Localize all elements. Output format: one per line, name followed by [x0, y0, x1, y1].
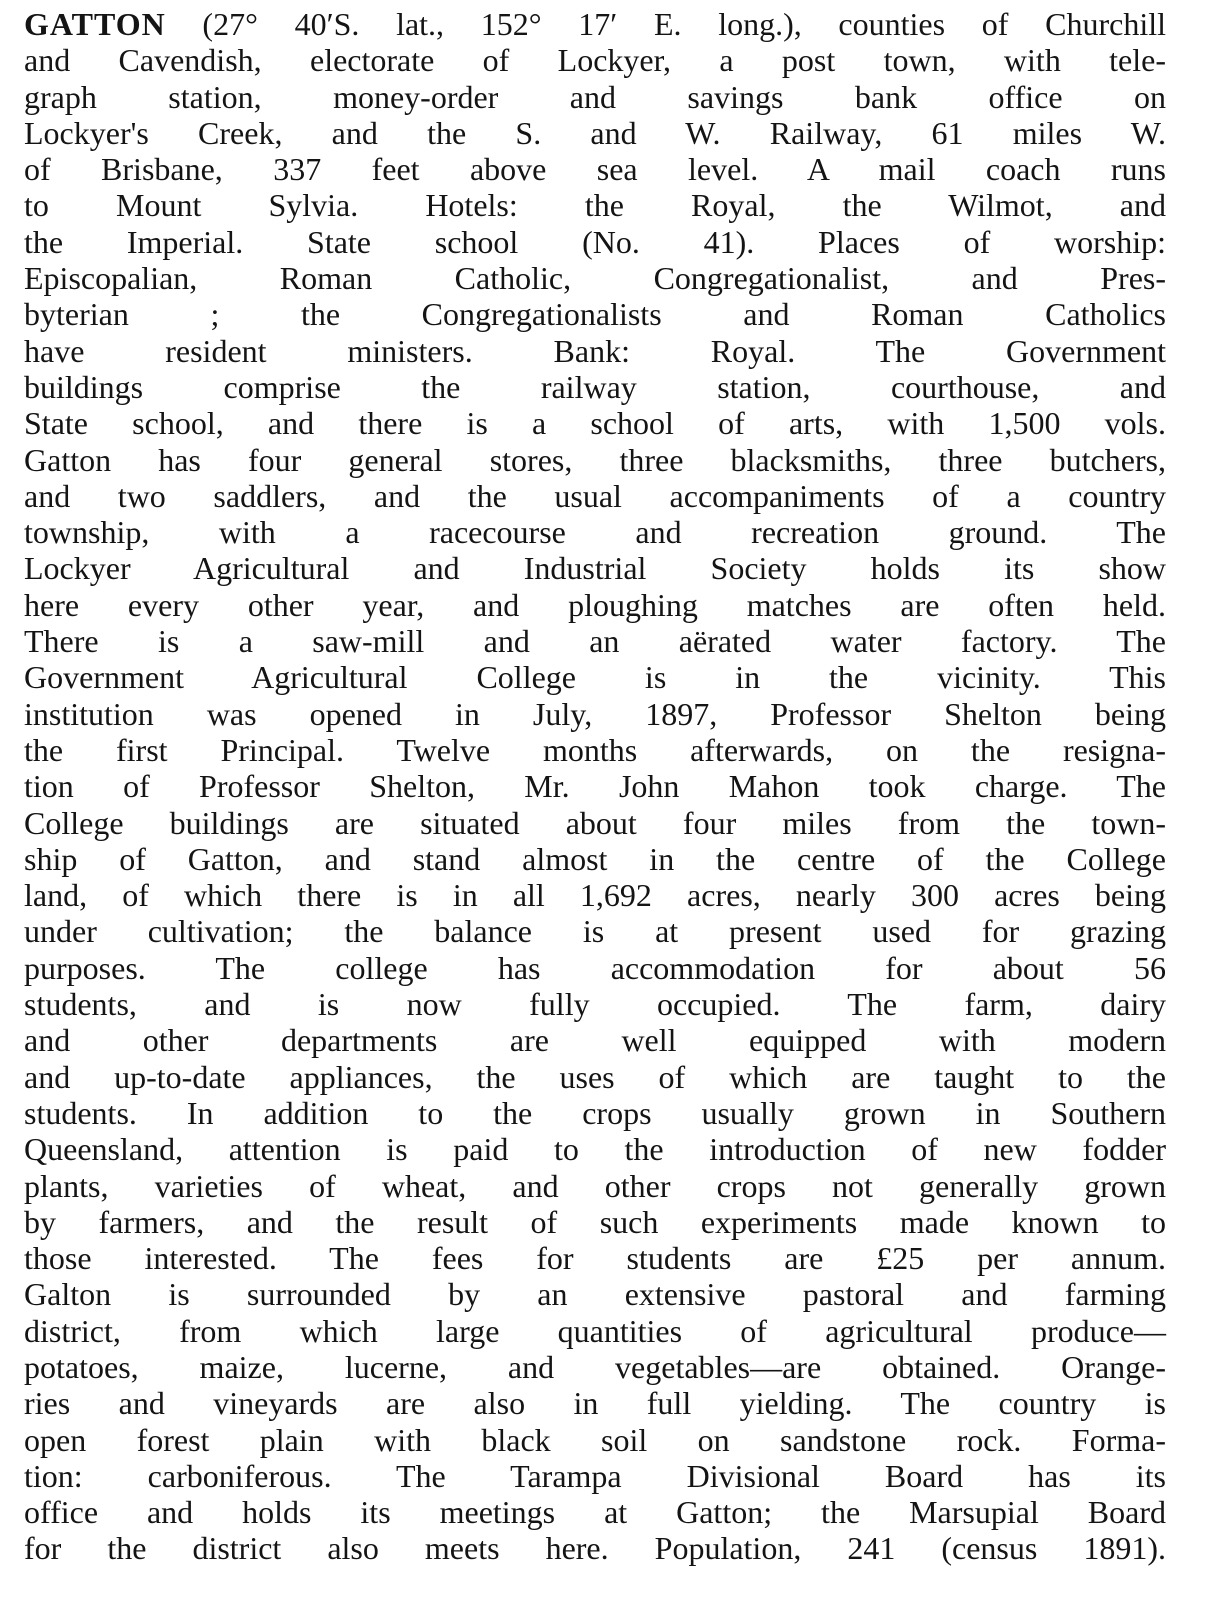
entry-line: under cultivation; the balance is at present used for grazing — [24, 913, 1166, 950]
entry-headword: GATTON — [24, 6, 166, 42]
entry-line: open forest plain with black soil on sandstone rock. Forma- — [24, 1421, 1166, 1458]
entry-line: ship of Gatton, and stand almost in the centre of the College — [24, 840, 1166, 877]
entry-line: the first Principal. Twelve months afterwards, on the resigna- — [24, 731, 1166, 768]
entry-line: ries and vineyards are also in full yielding. The country is — [24, 1385, 1166, 1422]
entry-line: institution was opened in July, 1897, Professor Shelton being — [24, 695, 1166, 732]
entry-coordinates-text: (27° 40′S. lat., 152° 17′ E. long.), counties of Churchill — [165, 6, 1166, 42]
entry-line: and Cavendish, electorate of Lockyer, a post town, with tele- — [24, 42, 1166, 79]
entry-line: for the district also meets here. Population, 241 (census 1891). — [24, 1530, 1166, 1567]
entry-line: here every other year, and ploughing matches are often held. — [24, 586, 1166, 623]
entry-line: to Mount Sylvia. Hotels: the Royal, the Wilmot, and — [24, 187, 1166, 224]
entry-line: Episcopalian, Roman Catholic, Congregationalist, and Pres- — [24, 260, 1166, 297]
entry-line: byterian ; the Congregationalists and Roman Catholics — [24, 296, 1166, 333]
entry-line — [24, 6, 1166, 42]
entry-line: Government Agricultural College is in the vicinity. This — [24, 659, 1166, 696]
entry-line: College buildings are situated about four miles from the town- — [24, 804, 1166, 841]
entry-line: Galton is surrounded by an extensive pastoral and farming — [24, 1276, 1166, 1313]
entry-line: and other departments are well equipped with modern — [24, 1022, 1166, 1059]
entry-line: township, with a racecourse and recreation ground. The — [24, 514, 1166, 551]
entry-body — [24, 42, 1166, 1566]
entry-line: State school, and there is a school of arts, with 1,500 vols. — [24, 405, 1166, 442]
encyclopedia-entry — [24, 6, 1166, 1567]
entry-line: There is a saw-mill and an aërated water factory. The — [24, 623, 1166, 660]
entry-line: Gatton has four general stores, three blacksmiths, three butchers, — [24, 441, 1166, 478]
entry-line: office and holds its meetings at Gatton; the Marsupial Board — [24, 1494, 1166, 1531]
entry-line: tion: carboniferous. The Tarampa Divisional Board has its — [24, 1457, 1166, 1494]
entry-line: the Imperial. State school (No. 41). Places of worship: — [24, 223, 1166, 260]
entry-line: purposes. The college has accommodation for about 56 — [24, 949, 1166, 986]
entry-line: and up-to-date appliances, the uses of which are taught to the — [24, 1058, 1166, 1095]
entry-line: district, from which large quantities of agricultural produce— — [24, 1312, 1166, 1349]
entry-line: Lockyer Agricultural and Industrial Society holds its show — [24, 550, 1166, 587]
entry-line: land, of which there is in all 1,692 acres, nearly 300 acres being — [24, 877, 1166, 914]
entry-line: students. In addition to the crops usually grown in Southern — [24, 1094, 1166, 1131]
entry-line: tion of Professor Shelton, Mr. John Mahon took charge. The — [24, 768, 1166, 805]
entry-line: those interested. The fees for students are £25 per annum. — [24, 1240, 1166, 1277]
entry-line: Lockyer's Creek, and the S. and W. Railway, 61 miles W. — [24, 114, 1166, 151]
entry-line: by farmers, and the result of such experiments made known to — [24, 1203, 1166, 1240]
entry-line: potatoes, maize, lucerne, and vegetables—are obtained. Orange- — [24, 1348, 1166, 1385]
entry-line: buildings comprise the railway station, courthouse, and — [24, 368, 1166, 405]
entry-line: Queensland, attention is paid to the introduction of new fodder — [24, 1131, 1166, 1168]
entry-line: have resident ministers. Bank: Royal. The Government — [24, 332, 1166, 369]
entry-line: of Brisbane, 337 feet above sea level. A mail coach runs — [24, 151, 1166, 188]
entry-line: graph station, money-order and savings bank office on — [24, 78, 1166, 115]
entry-line: plants, varieties of wheat, and other crops not generally grown — [24, 1167, 1166, 1204]
entry-line: students, and is now fully occupied. The farm, dairy — [24, 986, 1166, 1023]
entry-line: and two saddlers, and the usual accompaniments of a country — [24, 477, 1166, 514]
